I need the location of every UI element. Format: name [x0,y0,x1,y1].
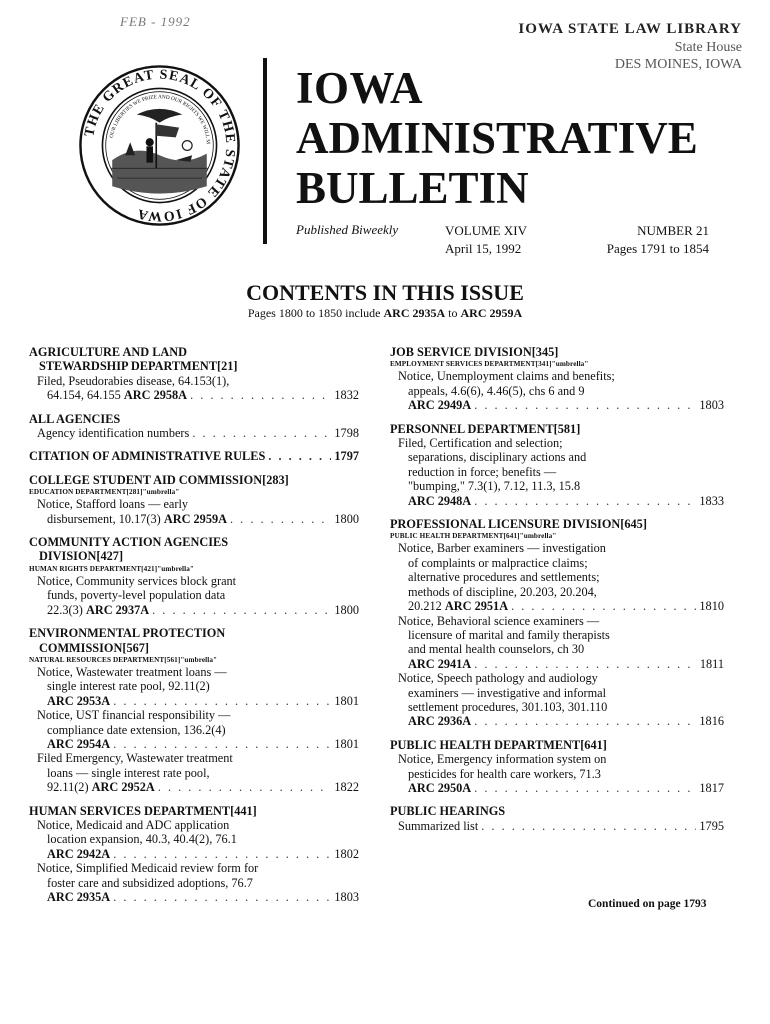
entry-tail [37,426,189,440]
page-number: 1800 [334,511,359,526]
published-label: Published Biweekly [296,222,399,237]
entry-text: Notice, Stafford loans — early [37,497,189,512]
arc-number: ARC 2959A [163,511,228,526]
entry-leader-line [37,388,359,402]
contents-section [29,535,359,617]
library-stamp-line-1: IOWA STATE LAW LIBRARY [518,21,742,37]
entry-text: foster care and subsidized adoptions, 76.7 [47,875,253,890]
entry-leader-line [398,599,724,613]
entry-text: Summarized list [398,818,479,833]
leader-dots [474,714,696,728]
seal-motto-text: OUR LIBERTIES WE PRIZE AND OUR RIGHTS WE WILL M [108,94,211,145]
entry-tail [47,694,110,708]
entry-text: Notice, Wastewater treatment loans — [37,664,227,679]
entry-tail [47,512,227,526]
arc-number: ARC 2958A [123,388,188,403]
subtitle-arc-end: ARC 2959A [460,306,523,320]
section-heading: AGRICULTURE AND LAND [29,345,188,359]
entry-tail [398,819,478,833]
entry-text: 22.3(3) [47,602,86,617]
section-heading: ALL AGENCIES [29,411,121,426]
entry-text: location expansion, 40.3, 40.4(2), 76.1 [47,832,237,847]
entry-leader-line [37,426,359,440]
section-heading: JOB SERVICE DIVISION[345] [390,345,559,359]
umbrella-label: NATURAL RESOURCES DEPARTMENT[561]"umbrella" [29,655,218,664]
entry-text: separations, disciplinary actions and [408,450,587,465]
page-range: Pages 1791 to 1854 [606,240,709,256]
arc-number: ARC 2949A [408,398,472,413]
entry-tail [408,714,471,728]
title-line-1: IOWA [296,63,424,113]
entry-leader-line [37,694,359,708]
entry-leader-line [398,781,724,795]
contents-entry [390,671,724,729]
arc-number: ARC 2937A [85,602,150,617]
entry-leader-line [37,890,359,904]
arc-number: ARC 2936A [408,714,472,729]
leader-dots [481,819,696,833]
entry-text: compliance date extension, 136.2(4) [47,722,226,737]
page-number: 1817 [699,780,724,795]
contents-entry [390,614,724,672]
entry-text: Notice, Behavioral science examiners — [398,613,600,628]
entry-tail [47,388,187,402]
leader-dots [113,890,331,904]
entry-text: single interest rate pool, 92.11(2) [47,679,210,694]
leader-dots [474,781,696,795]
entry-text: Notice, Community services block grant [37,573,237,588]
section-heading: PUBLIC HEARINGS [390,804,506,819]
entry-leader-line [37,512,359,526]
contents-entry [390,436,724,508]
arc-number: ARC 2942A [47,846,111,861]
entry-text: Agency identification numbers [37,426,190,441]
entry-text: licensure of marital and family therapists [408,627,610,642]
leader-dots [152,603,331,617]
contents-entry [29,861,359,904]
entry-leader-line [398,494,724,508]
page-number: 1801 [334,693,359,708]
contents-section [29,449,359,463]
contents-entry [29,374,359,403]
contents-section [390,345,724,413]
arc-number: ARC 2941A [408,656,472,671]
entry-tail [408,398,471,412]
entry-leader-line [37,737,359,751]
entry-leader-line [398,398,724,412]
entry-leader-line [398,714,724,728]
contents-section [390,738,724,796]
section-heading: STEWARDSHIP DEPARTMENT[21] [39,359,238,374]
entry-tail [47,737,110,751]
entry-leader-line [398,819,724,833]
entry-text: Notice, Speech pathology and audiology [398,671,598,686]
entry-tail [408,781,471,795]
subtitle-text: Pages 1800 to 1850 include [247,306,384,320]
page-number: 1797 [334,449,359,464]
masthead-divider [263,58,267,244]
entry-text: Notice, Emergency information system on [398,752,607,767]
library-stamp-line-2: State House [674,39,742,55]
section-heading: COLLEGE STUDENT AID COMMISSION[283] [29,472,289,487]
leader-dots [474,657,697,671]
entry-text: funds, poverty-level population data [47,588,226,603]
page-number: 1816 [699,714,724,729]
contents-entry [29,574,359,617]
library-stamp [518,20,742,74]
arc-number: ARC 2952A [91,780,155,795]
entry-leader-line [37,847,359,861]
entry-text: Notice, Unemployment claims and benefits; [398,369,615,384]
subtitle-to: to [445,306,461,320]
entry-tail [47,780,155,794]
leader-dots [113,737,331,751]
entry-text: Filed, Pseudorabies disease, 64.153(1), [37,373,230,388]
entry-text: methods of discipline, 20.203, 20.204, [408,584,597,599]
page-number: 1832 [334,388,359,403]
contents-entry [390,752,724,795]
entry-tail [47,603,149,617]
leader-dots [511,599,696,613]
arc-number: ARC 2951A [444,599,509,614]
entry-text: reduction in force; benefits — [408,464,557,479]
title-line-2: ADMINISTRATIVE [296,113,698,163]
entry-text: examiners — investigative and informal [408,685,607,700]
contents-entry [390,369,724,412]
contents-section [390,422,724,508]
page-number: 1803 [699,398,724,413]
entry-text: Notice, Medicaid and ADC application [37,817,230,832]
entry-text: Notice, Simplified Medicaid review form for [37,861,259,876]
arc-number: ARC 2935A [47,890,111,904]
contents-title: CONTENTS IN THIS ISSUE [246,280,524,305]
contents-entry [29,426,359,440]
page-number: 1800 [334,602,359,617]
heading-text: CITATION OF ADMINISTRATIVE RULES [29,449,266,464]
entry-text: Notice, UST financial responsibility — [37,708,231,723]
leader-dots [113,847,331,861]
subtitle-arc-start: ARC 2935A [383,306,446,320]
contents-section [29,626,359,794]
entry-text: 64.154, 64.155 [47,388,124,403]
received-stamp: FEB - 1992 [120,14,191,29]
continued-note: Continued on page 1793 [588,898,707,910]
arc-number: ARC 2954A [47,736,111,751]
umbrella-label: HUMAN RIGHTS DEPARTMENT[421]"umbrella" [29,564,194,573]
section-heading: COMMUNITY ACTION AGENCIES [29,535,229,550]
title-line-3: BULLETIN [296,163,529,213]
issue-number: NUMBER 21 [637,223,709,238]
contents-left-column [29,345,359,913]
entry-text: settlement procedures, 301.103, 301.110 [408,699,608,714]
entry-leader-line [398,657,724,671]
contents-section [390,517,724,729]
contents-right-column [390,345,724,842]
state-seal-icon [78,64,241,227]
entry-tail [47,890,110,904]
contents-entry [29,497,359,526]
section-heading: COMMISSION[567] [39,640,149,655]
issue-date: April 15, 1992 [445,240,522,256]
section-heading: DIVISION[427] [39,549,124,564]
contents-section [29,412,359,441]
section-heading [29,449,359,463]
umbrella-label: EDUCATION DEPARTMENT[281]"umbrella" [29,488,180,497]
contents-section [29,473,359,526]
contents-section [29,345,359,403]
contents-entry [29,751,359,794]
entry-text: disbursement, 10.17(3) [47,511,164,526]
leader-dots [190,388,331,402]
page-number: 1811 [699,656,724,671]
page-number: 1801 [334,736,359,751]
volume: VOLUME XIV [445,223,527,238]
leader-dots [158,780,332,794]
entry-text: Filed Emergency, Wastewater treatment [37,751,233,766]
arc-number: ARC 2950A [408,780,472,795]
arc-number: ARC 2948A [408,493,472,508]
leader-dots [230,512,331,526]
entry-text: Filed, Certification and selection; [398,436,563,451]
page-number: 1803 [334,890,359,904]
volume-info [445,222,527,257]
leader-dots [268,449,331,463]
entry-text: loans — single interest rate pool, [47,765,210,780]
contents-section [29,804,359,905]
entry-tail [408,494,471,508]
page-number: 1798 [334,426,359,441]
contents-entry [29,708,359,751]
library-stamp-line-3: DES MOINES, IOWA [614,57,742,73]
number-info [596,222,709,257]
section-heading: ENVIRONMENTAL PROTECTION [29,626,226,641]
entry-text: appeals, 4.6(6), 4.46(5), chs 6 and 9 [408,383,585,398]
entry-text: alternative procedures and settlements; [408,570,600,585]
section-heading: PROFESSIONAL LICENSURE DIVISION[645] [390,517,647,532]
page-number: 1822 [334,780,359,795]
contents-entry [29,818,359,861]
entry-text: of complaints or malpractice claims; [408,555,588,570]
contents-entry [390,541,724,613]
page-number: 1810 [699,599,724,614]
entry-leader-line [37,603,359,617]
page-number: 1833 [699,493,724,508]
leader-dots [474,494,696,508]
section-heading: HUMAN SERVICES DEPARTMENT[441] [29,803,257,818]
leader-dots [113,694,331,708]
entry-tail [408,657,471,671]
page-number: 1795 [699,818,724,833]
leader-dots [192,426,331,440]
leader-dots [474,398,696,412]
contents-section [390,804,724,833]
section-heading: PERSONNEL DEPARTMENT[581] [390,421,581,436]
entry-text: 92.11(2) [47,780,92,795]
seal-ring-text: THE GREAT SEAL OF THE STATE OF IOWA [81,66,239,225]
entry-text: "bumping," 7.3(1), 7.12, 11.3, 15.8 [408,479,581,494]
contents-entry [29,665,359,708]
contents-subtitle [0,306,770,321]
umbrella-label: EMPLOYMENT SERVICES DEPARTMENT[341]"umbrella" [390,360,589,369]
entry-text: Notice, Barber examiners — investigation [398,541,606,556]
section-heading: PUBLIC HEALTH DEPARTMENT[641] [390,737,607,752]
arc-number: ARC 2953A [47,693,111,708]
entry-text: and mental health counselors, ch 30 [408,642,585,657]
entry-leader-line [37,780,359,794]
entry-tail [47,847,110,861]
page-number: 1802 [334,846,359,861]
entry-tail [408,599,508,613]
umbrella-label: PUBLIC HEALTH DEPARTMENT[641]"umbrella" [390,532,557,541]
entry-text: 20.212 [408,599,445,614]
contents-entry [390,819,724,833]
entry-text: pesticides for health care workers, 71.3 [408,766,601,781]
